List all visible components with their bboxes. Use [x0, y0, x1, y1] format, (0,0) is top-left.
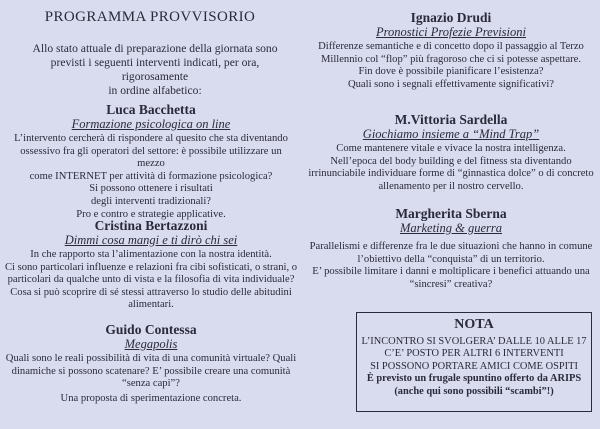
desc-line: Differenze semantiche e di concetto dopo il passaggio al Terzo [318, 41, 584, 52]
nota-bold-line: (anche qui sono possibili “scambi”!) [394, 385, 554, 397]
speaker-name: Guido Contessa [105, 322, 197, 337]
intro-line: previsti i seguenti interventi indicati, per ora, rigorosamente [50, 56, 260, 83]
desc-line: Si possono ottenere i risultati [89, 183, 213, 195]
desc-line: Ci sono particolari influenze e relazioni fra cibi sofisticati, o strani, o [4, 261, 298, 273]
speaker-name: M.Vittoria Sardella [394, 112, 508, 127]
speaker-description [306, 41, 596, 91]
desc-line: Millennio col “flop” più fragoroso che ci si potesse aspettare. [320, 53, 582, 65]
desc-line: Come mantenere vitale e vivace la nostra intelligenza. [336, 143, 566, 154]
desc-line: Parallelismi e differenze fra le due situazioni che hanno in comune [309, 241, 593, 252]
intro-line: Allo stato attuale di preparazione della giornata sono [32, 42, 278, 55]
speaker-topic: Megapolis [124, 337, 178, 351]
speaker-name: Cristina Bertazzoni [94, 218, 208, 233]
speaker-bacchetta [6, 102, 296, 221]
nota-line: SI POSSONO PORTARE AMICI COME OSPITI [370, 360, 578, 372]
speaker-topic: Dimmi cosa mangi e ti dirò chi sei [64, 233, 238, 247]
speaker-drudi [306, 10, 596, 91]
speaker-description [306, 143, 596, 193]
desc-line: In che rapporto sta l’alimentazione con la nostra identità. [30, 249, 272, 260]
desc-line: Quali sono le reali possibilità di vita di una comunità virtuale? Quali [5, 353, 297, 364]
speaker-description [4, 249, 298, 312]
intro-line: in ordine alfabetico: [108, 84, 202, 97]
speaker-description [4, 353, 298, 405]
speaker-description [6, 133, 296, 221]
desc-line: come INTERNET per attività di formazione psicologica? [29, 170, 273, 182]
desc-line: irrinunciabile individuare forme di “ginnastica dolce” o di concreto [308, 168, 594, 180]
desc-line: Quali sono i segnali effettivamente significativi? [347, 78, 555, 90]
desc-line: particolari da qualche unto di vista e la filosofia di vita individuale? [7, 274, 295, 286]
desc-line: “sincresi” creativa? [409, 278, 493, 290]
desc-line: Nell’epoca del body building e del fitness sta diventando [330, 155, 572, 167]
speaker-name: Margherita Sberna [395, 206, 507, 221]
desc-line: ossessivo fra gli operatori del settore: è possibile utilizzare un mezzo [20, 145, 282, 170]
speaker-topic: Pronostici Profezie Previsioni [376, 25, 526, 39]
desc-line: Una proposta di sperimentazione concreta. [60, 392, 242, 404]
speaker-name: Luca Bacchetta [106, 102, 196, 117]
speaker-contessa [4, 322, 298, 405]
desc-line: alimentari. [128, 299, 174, 311]
speaker-name: Ignazio Drudi [410, 10, 492, 25]
speaker-bertazzoni [4, 218, 298, 312]
speaker-sardella [306, 112, 596, 193]
speaker-description [306, 241, 596, 291]
desc-line: Pro e contro e strategie applicative. [76, 208, 226, 220]
nota-line: C’E’ POSTO PER ALTRI 6 INTERVENTI [384, 348, 564, 360]
desc-line: Fin dove è possibile pianificare l’esistenza? [358, 66, 544, 78]
nota-bold-line: È previsto un frugale spuntino offerto da ARIPS [366, 373, 582, 385]
speaker-topic: Formazione psicologica on line [71, 117, 231, 131]
desc-line: degli interventi tradizionali? [90, 195, 212, 207]
intro-text [30, 42, 280, 98]
speaker-topic: Marketing & guerra [399, 221, 503, 235]
desc-line: allenamento per il nostro cervello. [378, 180, 524, 192]
desc-line: “senza capi”? [122, 378, 180, 390]
nota-title: NOTA [454, 317, 494, 332]
desc-line: E’ possibile limitare i danni e moltiplicare i benefici attuando una [312, 266, 590, 278]
nota-box [356, 312, 592, 412]
desc-line: Cosa si può scoprire di sé stessi attraverso lo studio delle abitudini [10, 286, 292, 298]
desc-line: l’obiettivo della “conquista” di un territorio. [357, 253, 545, 265]
desc-line: dinamiche si possono scatenare? E’ possibile creare una comunità [11, 365, 291, 377]
speaker-sberna [306, 206, 596, 291]
speaker-topic: Giochiamo insieme a “Mind Trap” [362, 127, 540, 141]
nota-line: L’INCONTRO SI SVOLGERA’ DALLE 10 ALLE 17 [361, 336, 587, 347]
desc-line: L’intervento cercherà di rispondere al quesito che sta diventando [14, 133, 288, 144]
page-title: PROGRAMMA PROVVISORIO [44, 9, 256, 25]
